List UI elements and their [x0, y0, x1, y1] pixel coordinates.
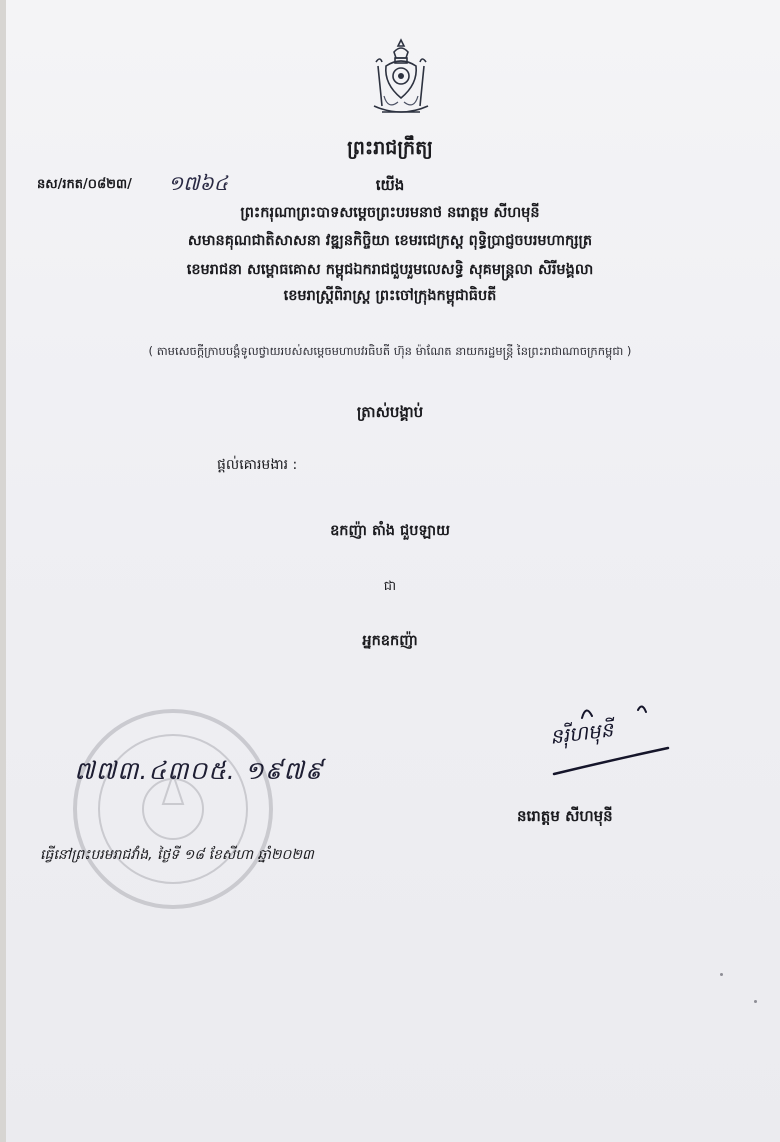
place-date: ធ្វើនៅព្រះបរមរាជវាំង, ថ្ងៃទី ១៨ ខែសីហា ឆ្នាំ២០២៣	[40, 847, 314, 863]
rank-title: អ្នកឧកញ៉ា	[362, 633, 418, 649]
signer-name: នរោត្តម សីហមុនី	[517, 807, 613, 825]
heading-we: យើង	[375, 176, 405, 194]
king-title-line: ព្រះករុណាព្រះបាទសម្តេចព្រះបរមនាថ នរោត្តម សីហមុនី	[240, 205, 540, 221]
royal-arms-icon	[368, 36, 434, 124]
seal-stamp-icon	[68, 704, 278, 914]
recipient-name: ឧកញ៉ា តាំង ជួបឡាយ	[330, 523, 450, 539]
royal-signature: នរ៉ីហមុនី	[548, 717, 615, 749]
document-title: ព្រះរាជក្រឹត្យ	[347, 137, 433, 159]
document-page	[6, 0, 780, 1142]
grant-label: ផ្តល់គោរមងារ :	[217, 457, 298, 473]
paper-speck	[754, 1000, 757, 1003]
king-title-line: ខេមរាជនា សម្ពោធគោស កម្ពុជឯករាជជួបរួមលេសទ្ធិ សុគមន្ត្រលា សិរីមង្គលា	[186, 262, 594, 278]
basis-note: ( តាមសេចក្តីក្រាបបង្គំទូលថ្វាយរបស់សម្តេចមហាបវរធិបតី ហ៊ុន ម៉ាណែត នាយករដ្ឋមន្ត្រី នៃព្រះរាជាណាចក្រកម្ពុជា )	[148, 344, 632, 358]
reference-number: នស/រកត/០៨២៣/	[37, 177, 132, 192]
paper-speck	[720, 973, 723, 976]
king-title-line: សមានគុណជាតិសាសនា វឌ្ឍនកិច្ចិយា ខេមរជេក្រស្ត ពុទ្ធិប្រាជ្ញចបរមហាក្សត្រ	[187, 233, 593, 249]
as-word: ជា	[383, 579, 397, 594]
king-title-line: ខេមរាស្រ្តីពិរាស្រ្ត ព្រះចៅក្រុងកម្ពុជាធិបតី	[283, 288, 497, 304]
registration-handwritten: ៧៧៣.៤៣០៥. ១៩៧៩	[74, 756, 324, 785]
decree-heading: ត្រាស់បង្គាប់	[356, 403, 424, 421]
reference-handwritten: ១៧៦៤	[168, 171, 228, 195]
